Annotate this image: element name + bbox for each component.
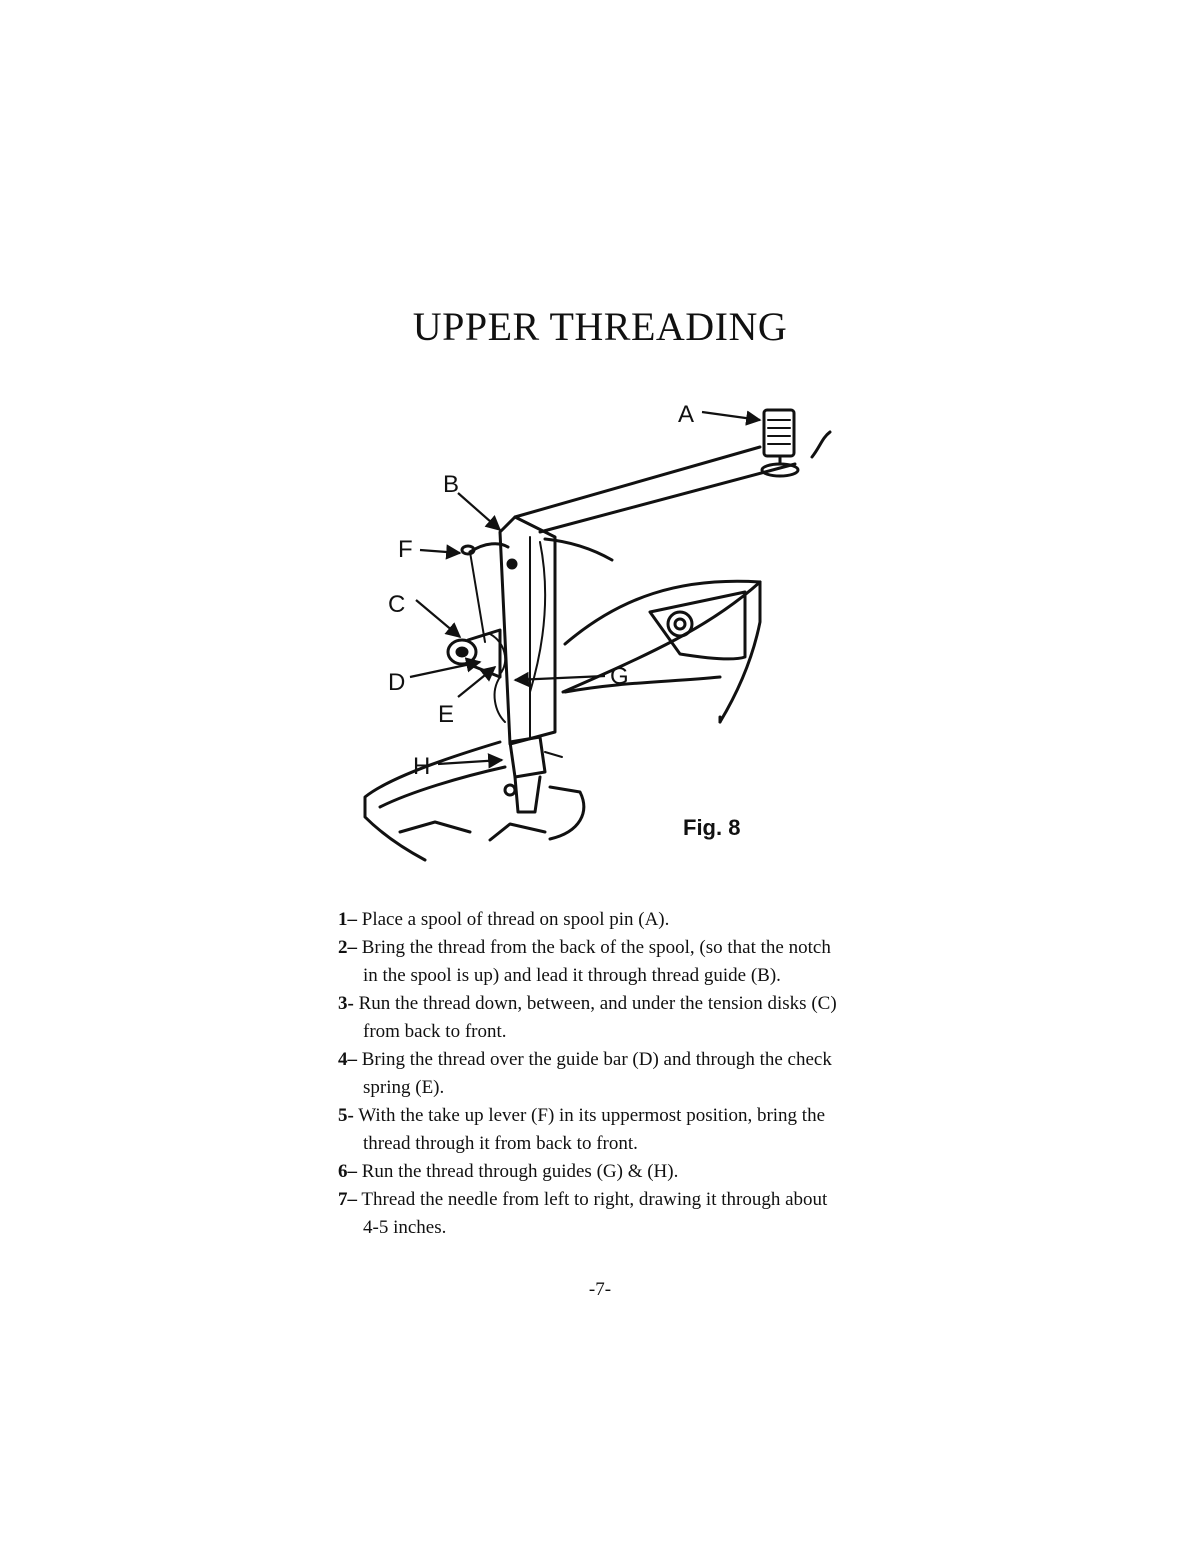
step-text: Bring the thread over the guide bar (D) and through the check [357, 1049, 832, 1070]
callout-d: D [388, 669, 406, 696]
callout-a: A [678, 401, 695, 428]
step-text: Place a spool of thread on spool pin (A). [357, 909, 670, 930]
step-text-continued: from back to front. [363, 1021, 507, 1042]
figure-caption: Fig. 8 [683, 815, 741, 840]
callout-e: E [438, 701, 455, 728]
step-number: 6– [338, 1161, 357, 1182]
page-number: -7- [588, 1279, 612, 1300]
step-item [338, 1186, 878, 1242]
step-number: 7– [338, 1189, 357, 1210]
threading-steps [338, 906, 878, 1242]
step-item [338, 906, 878, 934]
step-number: 3- [338, 993, 354, 1014]
step-text-continued: 4-5 inches. [363, 1217, 447, 1238]
step-number: 1– [338, 909, 357, 930]
callout-g: G [610, 663, 629, 690]
callout-b: B [443, 471, 460, 498]
step-number: 5- [338, 1105, 354, 1126]
step-number: 2– [338, 937, 357, 958]
step-item [338, 1158, 878, 1186]
step-item [338, 1046, 878, 1102]
step-text-continued: in the spool is up) and lead it through thread guide (B). [363, 965, 781, 986]
step-text: Thread the needle from left to right, drawing it through about [357, 1189, 828, 1210]
page-title: UPPER THREADING [412, 304, 788, 349]
callout-c: C [388, 591, 406, 618]
callout-f: F [398, 536, 413, 563]
step-text: Bring the thread from the back of the spool, (so that the notch [357, 937, 831, 958]
step-item [338, 934, 878, 990]
step-item [338, 1102, 878, 1158]
step-number: 4– [338, 1049, 357, 1070]
sewing-machine-illustration [350, 392, 840, 870]
step-text-continued: spring (E). [363, 1077, 445, 1098]
step-text: Run the thread down, between, and under the tension disks (C) [353, 993, 837, 1014]
step-item [338, 990, 878, 1046]
step-text-continued: thread through it from back to front. [363, 1133, 638, 1154]
threading-figure [350, 392, 840, 870]
step-text: Run the thread through guides (G) & (H). [357, 1161, 679, 1182]
step-text: With the take up lever (F) in its uppermost position, bring the [353, 1105, 826, 1126]
callout-h: H [413, 753, 431, 780]
